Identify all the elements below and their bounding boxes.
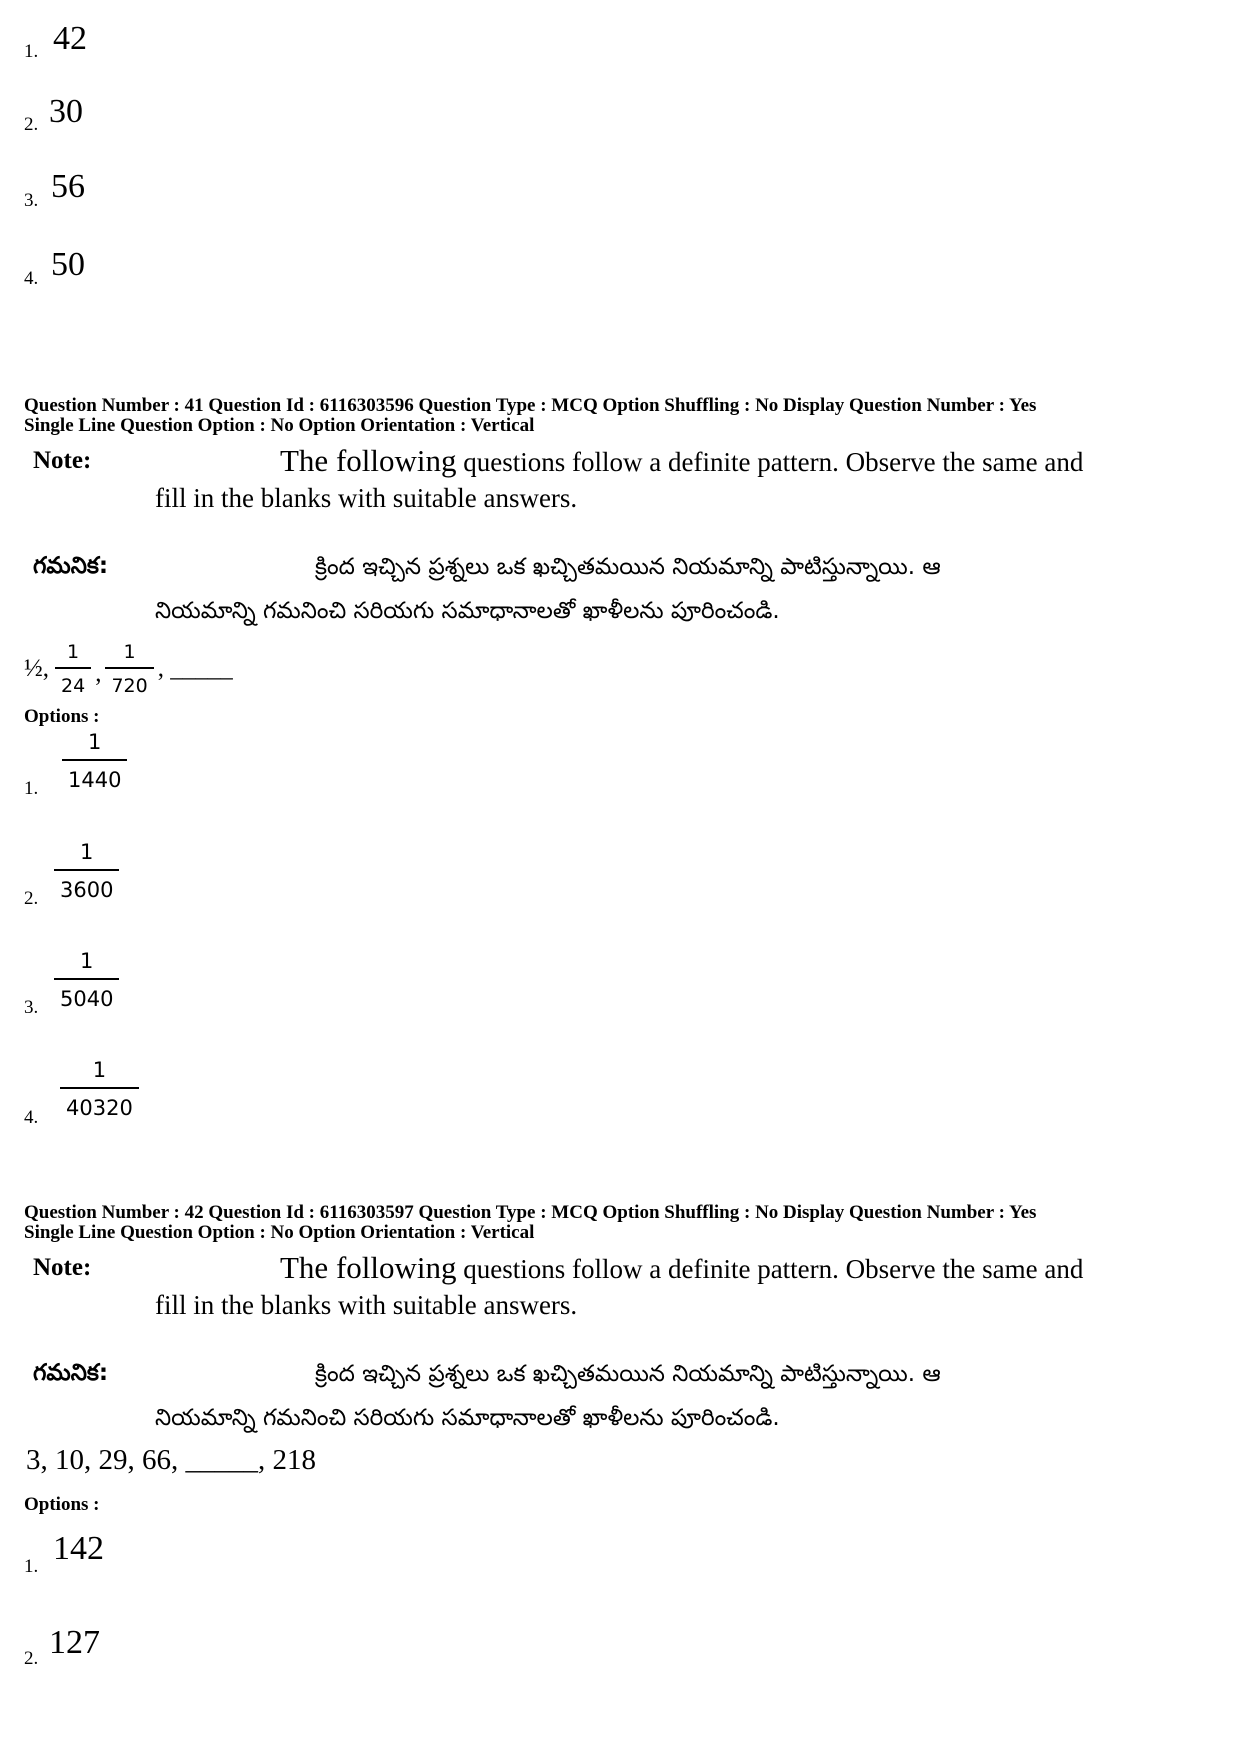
option-number: 2.: [24, 1648, 39, 1669]
option-value: 127: [49, 1624, 100, 1661]
telugu-note-line-1: క్రింద ఇచ్చిన ప్రశ్నలు ఒక ఖచ్చితమయిన నియమాన్ని పాటిస్తున్నాయి. ఆ: [315, 1361, 941, 1387]
option-number: 1.: [24, 1556, 39, 1577]
note-line-2: fill in the blanks with suitable answers.: [155, 1290, 578, 1320]
note-text: questions follow a definite pattern. Observe the same and: [463, 1254, 1084, 1284]
note-lead: The following: [280, 1250, 457, 1285]
note-text: questions follow a definite pattern. Observe the same and: [463, 447, 1084, 477]
options-label: Options :: [24, 1494, 100, 1515]
note-line-1: [280, 443, 1194, 480]
question-meta-line-2: Single Line Question Option : No Option Orientation : Vertical: [24, 1222, 535, 1243]
denominator: 720: [105, 667, 153, 701]
option-value: 30: [49, 93, 83, 130]
option-number: 3.: [24, 190, 39, 211]
option-number: 2.: [24, 114, 39, 135]
options-label: Options :: [24, 706, 100, 727]
option-value: 142: [53, 1530, 104, 1567]
option-value: 56: [51, 168, 85, 205]
option-value: 42: [53, 20, 87, 57]
sequence-blank: , _____: [157, 655, 233, 682]
denominator: 40320: [60, 1087, 139, 1125]
question-sequence: [24, 637, 233, 701]
telugu-note-line-2: నియమాన్ని గమనించి సరియగు సమాధానాలతో ఖాళీలను పూరించండి.: [155, 598, 780, 624]
sequence-first-term: ½,: [24, 655, 49, 682]
option-value: 50: [51, 246, 85, 283]
numerator: 1: [92, 1058, 107, 1082]
sequence-fraction-1: [55, 637, 91, 701]
numerator: 1: [88, 730, 102, 754]
telugu-note-line-2: నియమాన్ని గమనించి సరియగు సమాధానాలతో ఖాళీలను పూరించండి.: [155, 1405, 780, 1431]
option-number: 1.: [24, 41, 39, 62]
denominator: 24: [55, 667, 91, 701]
note-label: Note:: [33, 1254, 92, 1281]
option-fraction: [54, 835, 119, 907]
numerator: 1: [67, 641, 80, 663]
sequence-separator: ,: [95, 660, 102, 687]
telugu-note-label: గమనిక:: [33, 1360, 109, 1386]
denominator: 5040: [54, 978, 119, 1016]
denominator: 3600: [54, 869, 119, 907]
option-number: 4.: [24, 1107, 39, 1128]
option-fraction: [62, 725, 127, 797]
option-fraction: [54, 944, 119, 1016]
option-number: 3.: [24, 997, 39, 1018]
question-meta-line-2: Single Line Question Option : No Option Orientation : Vertical: [24, 415, 535, 436]
note-line-1: [280, 1250, 1194, 1287]
option-number: 4.: [24, 268, 39, 289]
sequence-fraction-2: [105, 637, 153, 701]
question-meta-line-1: Question Number : 42 Question Id : 6116303597 Question Type : MCQ Option Shuffling : No Display Question Number : Yes: [24, 1202, 1037, 1223]
note-label: Note:: [33, 447, 92, 474]
option-number: 2.: [24, 888, 39, 909]
question-sequence: 3, 10, 29, 66, _____, 218: [26, 1444, 316, 1476]
denominator: 1440: [62, 759, 127, 797]
note-line-2: fill in the blanks with suitable answers.: [155, 483, 578, 513]
question-meta-line-1: Question Number : 41 Question Id : 6116303596 Question Type : MCQ Option Shuffling : No Display Question Number : Yes: [24, 395, 1037, 416]
numerator: 1: [80, 949, 94, 973]
telugu-note-line-1: క్రింద ఇచ్చిన ప్రశ్నలు ఒక ఖచ్చితమయిన నియమాన్ని పాటిస్తున్నాయి. ఆ: [315, 554, 941, 580]
option-fraction: [60, 1053, 139, 1125]
option-number: 1.: [24, 778, 39, 799]
numerator: 1: [80, 840, 94, 864]
telugu-note-label: గమనిక:: [33, 553, 109, 579]
note-lead: The following: [280, 443, 457, 478]
numerator: 1: [123, 641, 136, 663]
